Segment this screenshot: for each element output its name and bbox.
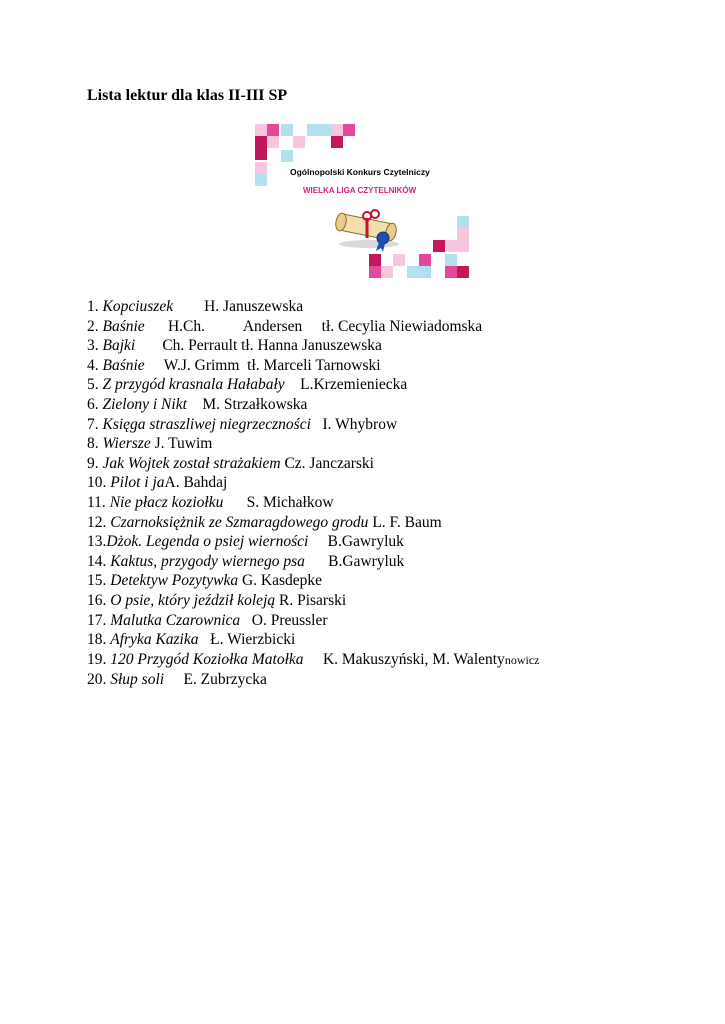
- book-title: Afryka Kazika: [110, 631, 199, 649]
- item-number: 16.: [87, 591, 111, 609]
- logo-square: [445, 254, 457, 266]
- book-author: W.J. Grimm tł. Marceli Tarnowski: [144, 356, 381, 374]
- item-number: 6.: [87, 395, 103, 413]
- book-title: Baśnie: [102, 356, 145, 374]
- logo-square: [281, 124, 293, 136]
- scroll-icon: [333, 200, 405, 252]
- book-title: Słup soli: [110, 671, 165, 689]
- book-title: Detektyw Pozytywka: [110, 572, 239, 590]
- list-item: [87, 415, 539, 435]
- item-number: 10.: [87, 474, 111, 492]
- item-number: 9.: [87, 454, 103, 472]
- book-author: E. Zubrzycka: [164, 671, 267, 689]
- book-title: Kopciuszek: [102, 298, 174, 315]
- logo-square: [293, 136, 305, 148]
- logo-square: [419, 254, 431, 266]
- item-number: 2.: [87, 317, 103, 335]
- book-author: B.Gawryluk: [304, 552, 405, 570]
- book-author: H. Januszewska: [173, 298, 304, 315]
- item-number: 12.: [87, 513, 111, 531]
- book-author: A. Bahdaj: [164, 474, 228, 492]
- logo-square: [331, 124, 343, 136]
- item-number: 11.: [87, 493, 110, 511]
- book-title: Zielony i Nikt: [102, 395, 187, 413]
- item-number: 4.: [87, 356, 103, 374]
- list-item: [87, 591, 539, 611]
- book-author: L. F. Baum: [368, 513, 442, 531]
- book-title: Pilot i ja: [110, 474, 165, 492]
- book-author: H.Ch. Andersen tł. Cecylia Niewiadomska: [144, 317, 483, 335]
- book-title: Nie płacz koziołku: [109, 493, 224, 511]
- book-title: Księga straszliwej niegrzeczności: [102, 415, 311, 433]
- book-title: Malutka Czarownica: [110, 611, 241, 629]
- book-author-tail: nowicz: [504, 652, 540, 667]
- item-number: 8.: [87, 435, 103, 453]
- list-item: [87, 434, 539, 454]
- list-item: [87, 670, 539, 690]
- logo-square: [445, 240, 457, 252]
- book-author: B.Gawryluk: [308, 533, 404, 551]
- book-title: Kaktus, przygody wiernego psa: [110, 552, 305, 570]
- logo-square: [343, 124, 355, 136]
- logo-square: [281, 150, 293, 162]
- item-number: 3.: [87, 337, 103, 355]
- logo-square: [445, 266, 457, 278]
- item-number: 1.: [87, 298, 103, 315]
- list-item: [87, 493, 539, 513]
- logo-square: [255, 124, 267, 136]
- list-item: [87, 513, 539, 533]
- logo-square: [255, 148, 267, 160]
- book-title: Czarnoksiężnik ze Szmaragdowego grodu: [110, 513, 369, 531]
- list-item: [87, 297, 539, 317]
- logo-square: [255, 136, 267, 148]
- logo-square: [255, 162, 267, 174]
- book-author: Cz. Janczarski: [280, 454, 374, 472]
- reading-list: [87, 297, 539, 690]
- book-title: Wiersze: [102, 435, 151, 453]
- list-item: [87, 395, 539, 415]
- list-item: [87, 375, 539, 395]
- list-item: [87, 454, 539, 474]
- item-number: 17.: [87, 611, 111, 629]
- page-title: Lista lektur dla klas II-III SP: [87, 87, 288, 104]
- logo-square: [457, 228, 469, 240]
- list-item: [87, 552, 539, 572]
- book-author: G. Kasdepke: [238, 572, 323, 590]
- item-number: 7.: [87, 415, 103, 433]
- logo-square: [433, 240, 445, 252]
- item-number: 14.: [87, 552, 111, 570]
- item-number: 15.: [87, 572, 111, 590]
- logo-square: [419, 266, 431, 278]
- logo-square: [255, 174, 267, 186]
- book-title: Baśnie: [102, 317, 145, 335]
- contest-logo: [255, 124, 470, 280]
- logo-square: [369, 266, 381, 278]
- logo-square: [381, 266, 393, 278]
- list-item: [87, 571, 539, 591]
- logo-square: [457, 216, 469, 228]
- logo-square: [457, 266, 469, 278]
- logo-square: [369, 254, 381, 266]
- book-author: Ch. Perrault tł. Hanna Januszewska: [135, 337, 382, 355]
- book-title: 120 Przygód Koziołka Matołka: [110, 650, 304, 668]
- book-author: K. Makuszyński, M. Walenty: [303, 650, 505, 668]
- logo-square: [407, 266, 419, 278]
- list-item: [87, 630, 539, 650]
- book-title: Bajki: [102, 337, 136, 355]
- logo-square: [319, 124, 331, 136]
- item-number: 5.: [87, 376, 103, 394]
- logo-text-league: WIELKA LIGA CZYTELNIKÓW: [303, 186, 417, 195]
- logo-square: [307, 124, 319, 136]
- book-author: S. Michałkow: [223, 493, 334, 511]
- book-author: O. Preussler: [240, 611, 328, 629]
- book-author: L.Krzemieniecka: [284, 376, 408, 394]
- book-title: O psie, który jeździł koleją: [110, 591, 276, 609]
- book-author: R. Pisarski: [275, 591, 347, 609]
- item-number: 13.: [87, 533, 107, 551]
- book-title: Jak Wojtek został strażakiem: [102, 454, 281, 472]
- list-item: [87, 317, 539, 337]
- list-item: [87, 532, 539, 552]
- book-author: I. Whybrow: [310, 415, 398, 433]
- book-title: Dżok. Legenda o psiej wierności: [106, 533, 309, 551]
- book-author: M. Strzałkowska: [186, 395, 308, 413]
- logo-text-contest: Ogólnopolski Konkurs Czytelniczy: [290, 167, 430, 177]
- item-number: 19.: [87, 650, 111, 668]
- book-author: J. Tuwim: [150, 435, 213, 453]
- item-number: 20.: [87, 671, 111, 689]
- book-author: Ł. Wierzbicki: [198, 631, 296, 649]
- logo-square: [331, 136, 343, 148]
- list-item: [87, 356, 539, 376]
- logo-square: [267, 124, 279, 136]
- list-item: [87, 336, 539, 356]
- book-title: Z przygód krasnala Hałabały: [102, 376, 285, 394]
- item-number: 18.: [87, 631, 111, 649]
- logo-square: [457, 240, 469, 252]
- list-item: [87, 650, 539, 671]
- list-item: [87, 611, 539, 631]
- logo-square: [267, 136, 279, 148]
- logo-square: [393, 254, 405, 266]
- list-item: [87, 473, 539, 493]
